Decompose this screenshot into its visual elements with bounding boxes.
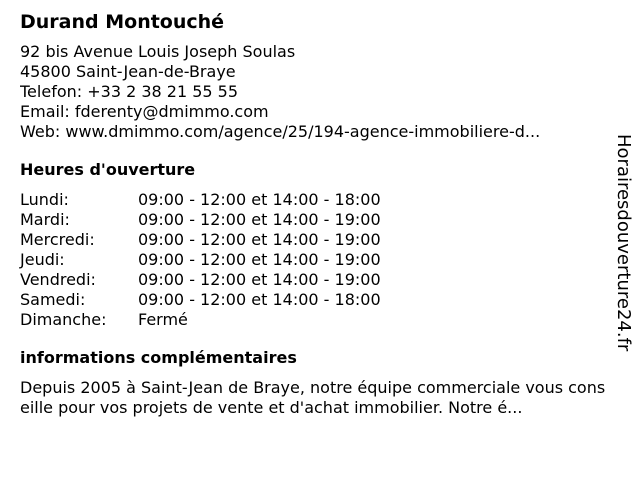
phone-line: Telefon: +33 2 38 21 55 55	[20, 82, 239, 101]
address-line-2: 45800 Saint-Jean-de-Braye	[20, 62, 236, 81]
day-label: Lundi:	[20, 190, 69, 209]
additional-info-text: Depuis 2005 à Saint-Jean de Braye, notre équipe commerciale vous conseille pour vos projets de vente et d'achat immobilier. Notre é...	[20, 378, 606, 417]
hours-row-tuesday	[20, 210, 381, 230]
day-hours: 09:00 - 12:00 et 14:00 - 18:00	[138, 190, 381, 209]
day-hours: Fermé	[138, 310, 188, 329]
day-label: Mercredi:	[20, 230, 95, 249]
day-label: Samedi:	[20, 290, 86, 309]
hours-row-sunday	[20, 310, 381, 330]
web-line: Web: www.dmimmo.com/agence/25/194-agence-immobiliere-d...	[20, 122, 541, 141]
business-name: Durand Montouché	[20, 11, 225, 33]
day-label: Mardi:	[20, 210, 70, 229]
day-label: Dimanche:	[20, 310, 107, 329]
day-hours: 09:00 - 12:00 et 14:00 - 18:00	[138, 290, 381, 309]
opening-hours-table	[20, 190, 381, 330]
day-label: Jeudi:	[20, 250, 65, 269]
site-watermark: Horairesdouverture24.fr	[613, 134, 634, 352]
hours-row-friday	[20, 270, 381, 290]
hours-row-thursday	[20, 250, 381, 270]
address-line-1: 92 bis Avenue Louis Joseph Soulas	[20, 42, 296, 61]
day-label: Vendredi:	[20, 270, 96, 289]
additional-info-heading: informations complémentaires	[20, 348, 297, 367]
hours-row-wednesday	[20, 230, 381, 250]
opening-hours-heading: Heures d'ouverture	[20, 160, 196, 179]
day-hours: 09:00 - 12:00 et 14:00 - 19:00	[138, 270, 381, 289]
hours-row-saturday	[20, 290, 381, 310]
day-hours: 09:00 - 12:00 et 14:00 - 19:00	[138, 210, 381, 229]
business-card	[20, 10, 610, 418]
email-line: Email: fderenty@dmimmo.com	[20, 102, 269, 121]
day-hours: 09:00 - 12:00 et 14:00 - 19:00	[138, 230, 381, 249]
hours-row-monday	[20, 190, 381, 210]
day-hours: 09:00 - 12:00 et 14:00 - 19:00	[138, 250, 381, 269]
